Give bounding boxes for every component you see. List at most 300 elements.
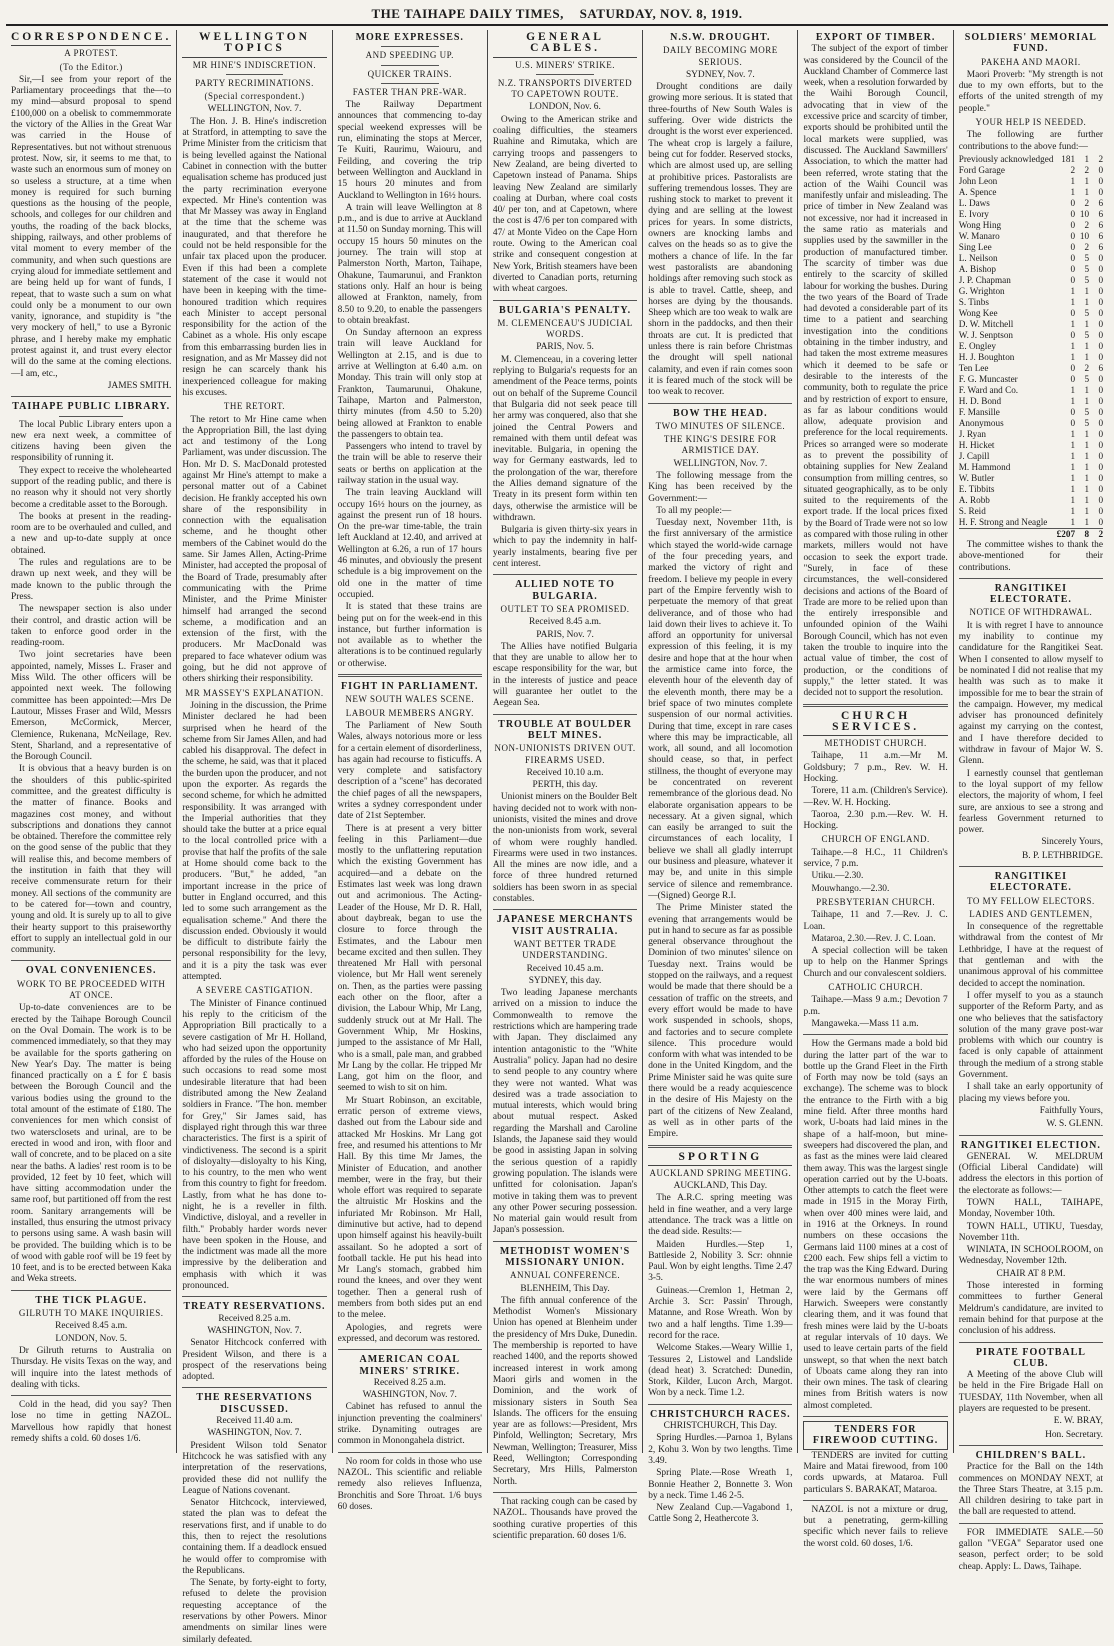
divider [803, 1416, 947, 1417]
fund-row [959, 319, 1103, 330]
paragraph: Practice for the Ball on the 14th commences on MONDAY NEXT, at the Three Stars Theatre, at 3.15 p.m. All children desiring to take part in the ball are requested to attend. [958, 1462, 1104, 1518]
church-name: CATHOLIC CHURCH. [828, 982, 923, 993]
fund-amount: 5 [1084, 406, 1090, 417]
fund-donor: Ten Lee [958, 362, 989, 373]
paragraph: Guineas.—Cremlon 1, Hetman 2, Archie 3. Scr: Passin' Through, Matanne, and Rose Wreath. Won by two and a half lengths. Time 1.39—record for the race. [648, 1285, 793, 1341]
paragraph: Bulgaria is given thirty-six years in which to pay the indemnity in half-yearly instalments, bearing five per cent interest. [492, 525, 638, 570]
fund-amount: 1 [1084, 439, 1090, 450]
fund-row [959, 330, 1103, 341]
fund-amount: 0 [1070, 263, 1076, 274]
fund-donor: J. Ryan [958, 428, 986, 439]
headline: ALLIED NOTE TO BULGARIA. [515, 579, 615, 602]
fund-amount: 181 [1061, 153, 1076, 164]
fund-row [959, 275, 1103, 286]
headline: CORRESPONDENCE. [11, 32, 171, 46]
fund-amount: 0 [1098, 307, 1104, 318]
paragraph: TOWN HALL, TAIHAPE, Monday, November 10th. [958, 1198, 1104, 1220]
signature: B. P. LETHBRIDGE. [1022, 850, 1104, 861]
subheading: WANT BETTER TRADE UNDERSTANDING. [513, 938, 617, 961]
fund-donor: John Leon [958, 175, 998, 186]
divider [493, 909, 637, 910]
subheading: PARTY RECRIMINATIONS. [195, 77, 314, 88]
fund-row [959, 286, 1103, 297]
fund-donor: Wong Kee [958, 307, 998, 318]
received-line: Received 10.10 a.m. [526, 767, 604, 778]
subheading: TO MY FELLOW ELECTORS. [967, 895, 1095, 906]
paragraph: Sir,—I see from your report of the Parliamentary proceedings that the—to my mind—absurd proposal to spend £100,000 on a obelisk to commemmorate the victory of the Allies in the Great War was carried in the House of Representatives. but not without strenuous protest. Now, sir, it seems to me that, to waste such an enormous sum of money on so useless a structure, at a time when money is required for such burning questions as the housing of the people, schools, and colleges for our children and youths, the roading of the back blocks, shipping, railways, and other problems of vital moment to every member of the community, and when such questions are crying aloud for immediate settlement and are being held up for want of funds, I repeat, that to waste such a sum on what could only be a monument to our own vanity, ignorance, and stupidity is "the very mockery of hell," to use a Byronic phrase, and I hereby make my emphatic protest against it, and trust every elector will do the same at the coming elections.—I am, etc., [11, 74, 172, 379]
paragraph: Joining in the discussion, the Prime Minister declared he had been surprised when he heard of the scheme from Sir James Allen, and had cabled his disapproval. The defect in the scheme, he said, was that it placed the burden upon the producer, and not upon the exporter. As regards the second scheme, for which he admitted responsibility. It was arranged with the Imperial authorities that they should take the butter at a price equal to the local controlled price with a provise that half the profits of the sale at Home should come back to the producers. "But," he added, "an important increase in the price of butter in England occurred, and this led to some such arrangement as the equalisation scheme." And there the discussion ended. Obviously it would be difficult to distribute fairly the personal responsibility for the levy, and it is a pity the task was ever attempted. [182, 700, 327, 983]
fund-donor: A. Robb [958, 494, 990, 505]
fund-amount: 5 [1084, 263, 1090, 274]
paragraph: Tuesday next, November 11th, is the first anniversary of the armistice which stayed the world-wide carnage of the four preceding years, and marked the victory of right and freedom. I believe my people in every part of the Empire fervently wish to perpetuate the memory of that great deliverance, and of those who had laid down their lives to achieve it. To afford an opportunity for universal expression of this feeling, it is my desire and hope that at the hour when the armistice came into force, the eleventh hour of the eleventh day of the eleventh month, there may be a brief space of two minutes complete suspension of our normal activities. During that time, except in rare cases where this may be impracticable, all work, all sound, and all locomotion should cease, so that, in perfect stillness, the thought of everyone may be concentrated on reverent remembrance of the glorious dead. No elaborate organisation appears to be necessary. At a given signal, which can easily be arranged to suit the circumstances of each locality, I believe we shall all gladly interrupt our business and pleasure, whatever it may be, and unite in this simple service of silence and remembrance.—(Signed) George R.I. [648, 518, 793, 901]
paragraph: It is with regret I have to announce my inability to continue my candidature for the Rangitikei Seat. When I consented to allow myself to be nominated I did not realise that my health was such as to make it impossible for me to bear the strain of the campaign. However, my medical adviser has pronounced definitely against my carrying on the contest, and I have therefore decided to withdraw in favour of Major W. S. Glenn. [958, 620, 1104, 767]
subheading: AUCKLAND SPRING MEETING. [649, 1167, 792, 1178]
fund-row [959, 407, 1103, 418]
fund-row [959, 451, 1103, 462]
column-7 [953, 30, 1108, 1572]
fund-donor: D. W. Mitchell [958, 318, 1014, 329]
divider [11, 1395, 171, 1396]
church-entry: Mouwhango.—2.30. [811, 883, 890, 894]
subheading: NON-UNIONISTS DRIVEN OUT. FIREARMS USED. [494, 743, 636, 765]
fund-amount: 6 [1098, 208, 1104, 219]
fund-amount: 0 [1070, 406, 1076, 417]
paragraph: It is obvious that a heavy burden is on the shoulders of this public-spirited committee, and the greatest difficulty is the matter of finance. Books and magazines cost money, and without subscriptions and donations they cannot be obtained. Therefore the committee rely on the good sense of the public that they will realise this, and become members of the institution in faith that they will receive commensurate return for their money. All sections of the community are to be catered for—town and country, young and old. It is surely up to all to give their hearty support to this praiseworthy effort to supply an intellectual gold in our community. [11, 764, 172, 956]
fund-amount: 6 [1098, 241, 1104, 252]
paragraph: The newspaper section is also under their control, and drastic action will be taken to enforce good order in the reading-room. [11, 604, 172, 649]
fund-amount: 0 [1098, 296, 1104, 307]
fund-donor: H. D. Bond [958, 395, 1002, 406]
fund-amount: 0 [1098, 340, 1104, 351]
dateline: PERTH, this day. [532, 780, 598, 791]
divider [493, 300, 637, 301]
paragraph: The train leaving Auckland will occupy 16½ hours on the journey, as against the present run of 18 hours. On the pre-war time-table, the train left Auckland at 12.40, and arrived at Wellington at 6.26, a run of 17 hours 46 minutes, and obviously the present schedule is a big improvement on the old one in the matter of time occupied. [337, 488, 482, 600]
fund-amount: 1 [1070, 505, 1076, 516]
paragraph: Two leading Japanese merchants arrived on a mission to induce the Commonwealth to remove the restrictions which are hampering trade with Japan. They disclaimed any intention antagonistic to the "White Australia" policy. Japan had no desire to send people to any country where they were not wanted. What was desired was a trade association to mutual interests, which would bring about mutual respect. Asked regarding the Marshall and Caroline Islands, the Japanese said they would be good in assisting Japan in solving the serious question of a rapidly growing population. The islands were unfitted for colonisation. Japan's motive in taking them was to prevent any other Power securing possession. No material gain would result from Japan's possession. [492, 988, 638, 1236]
signature: Hon. Secretary. [1045, 1429, 1104, 1440]
fund-amount: 0 [1098, 252, 1104, 263]
column-2 [176, 30, 331, 1645]
fund-amount: 2 [1084, 241, 1090, 252]
divider [648, 403, 792, 404]
headline: CHILDREN'S BALL. [975, 1449, 1087, 1461]
paragraph: Two joint secretaries have been appointed, namely, Misses L. Fraser and Miss Wild. The other officers will be appointed next week. The following committee has been appointed:—Mrs De Lautour, Misses Fraser and Wild, Messrs Emerson, McCormick, Mercer, Clemience, Rukenana, McNeilage, Rev. Stent, Sharland, and a representative of the Borough Council. [11, 650, 172, 763]
paragraph: Up-to-date conveniences are to be erected by the Taihape Borough Council on the Oval Domain. The work is to be commenced immediately, so that they may be available for the sports gathering on New Year's Day. The matter is being financed practically on a £ for £ basis between the Borough Council and the various bodies using the ground to the total amount of the estimate of £180. The conveniences for men which consist of two watersclosets and urinal, are to be erected in wood and iron, with floor and wall of concrete, and to be placed on a site near the baths. A ladies' rest room is to be provided, 12 feet by 10 feet, which will have sitting accommodation under the same roof, but partitioned off from the rest room. Sanitary arrangements will be installed, thus ensuring the utmost privacy to persons using same. A wash basin will be provided. The building which is to be of wood with gable roof will be 19 feet by 10 feet, and is to be erected between Kaka and Weka streets. [11, 1003, 172, 1285]
fund-amount: 1 [1070, 494, 1076, 505]
fund-row [959, 484, 1103, 495]
fund-row [959, 374, 1103, 385]
headline: N.S.W. DROUGHT. [670, 32, 771, 43]
divider [182, 1387, 326, 1388]
fund-amount: 0 [1070, 219, 1076, 230]
headline: TROUBLE AT BOULDER BELT MINES. [498, 718, 632, 741]
fund-donor: A. Spence [958, 186, 997, 197]
fund-row [959, 385, 1103, 396]
fund-donor: H. Hicket [958, 439, 995, 450]
dateline: LONDON, Nov. 5. [55, 1333, 127, 1344]
paragraph: The Minister of Finance continued his reply to the criticism of the Appropriation Bill practically to a severe castigation of Mr H. Holland, who had seized upon the opportunity afforded by the rules of the House on such occasions to read some most undesirable literature that had been distributed among the New Zealand soldiers in France. "The hon. member for Grey," Sir James said, has displayed right through this war three characteristics. The first is a spirit of vindictiveness. The second is a spirit of disloyalty—disloyalty to his King, to his country, to the men who went from this country to fight for freedom. Lastly, from what he has done to-night, he is a reveller in filth. Vindictive, disloyal, and a reveller in filth." Probably harder words never have been spoken in the House, and the indictment was made all the more impressive by the deliberation and emphasis with which it was pronounced. [182, 998, 327, 1292]
subheading: THE KING'S DESIRE FOR ARMISTICE DAY. [663, 434, 777, 456]
fund-amount: 1 [1084, 296, 1090, 307]
fund-amount: 2 [1084, 362, 1090, 373]
fund-row [959, 396, 1103, 407]
fund-amount: 1 [1070, 516, 1076, 527]
subheading: (Special correspondent.) [204, 91, 305, 102]
subheading: A SEVERE CASTIGATION. [196, 985, 313, 996]
divider [338, 1349, 482, 1350]
subheading: OUTLET TO SEA PROMISED. [500, 603, 630, 614]
divider [959, 1445, 1103, 1446]
fund-amount: 0 [1098, 494, 1104, 505]
column-1 [6, 30, 176, 1453]
fund-amount: 1 [1084, 494, 1090, 505]
fund-amount: 1 [1084, 461, 1090, 472]
subheading: ANNUAL CONFERENCE. [509, 1270, 621, 1281]
headline: GENERAL CABLES. [493, 32, 637, 58]
church-entry: Mataroa, 2.30.—Rev. J. C. Loan. [811, 933, 936, 944]
headline: AMERICAN COAL MINERS' STRIKE. [359, 1354, 461, 1377]
fund-amount: 5 [1084, 307, 1090, 318]
fund-amount: 2 [1084, 164, 1090, 175]
divider [959, 866, 1103, 867]
subheading: (To the Editor.) [59, 61, 123, 72]
paragraph: They expect to receive the wholehearted support of the reading public, and there is no reason why it should not very shortly become a creditable asset to the Borough. [11, 465, 172, 510]
fund-amount: 1 [1070, 450, 1076, 461]
paragraph: The following message from the King has been received by the Government:— [648, 470, 793, 504]
fund-amount: 1 [1070, 428, 1076, 439]
headline: WELLINGTON TOPICS [182, 32, 326, 58]
dateline: LONDON, Nov. 6. [529, 102, 601, 113]
fund-row [959, 495, 1103, 506]
fund-amount: 1 [1084, 186, 1090, 197]
received-line: Received 8.45 a.m. [528, 617, 602, 628]
fund-row [959, 308, 1103, 319]
paragraph: Unionist miners on the Boulder Belt having decided not to work with non-unionists, visited the mines and drove the non-unionists from work, several of whom were roughly handled. Firearms were used in two instances. All the mines are now idle, and a force of three hundred returned soldiers has been sworn in as special constables. [492, 792, 638, 905]
divider [648, 1404, 792, 1405]
column-3 [332, 30, 487, 1512]
paragraph: Senator Hitchcock, interviewed, stated the plan was to defeat the reservations first, and if unable to do this, then to reject the resolutions containing them. If a deadlock ensued he would offer to compromise with the Republicans. [182, 1498, 327, 1576]
dateline: BLENHEIM, This Day. [520, 1283, 610, 1294]
fund-amount: 0 [1098, 439, 1104, 450]
fund-donor: H. F. Strong and Neagle [958, 516, 1048, 527]
fund-row [959, 176, 1103, 187]
paragraph: Spring Plate.—Rose Wreath 1, Bonnie Heather 2, Bonnette 3. Won by a neck. Time 1.46 2-5. [648, 1468, 793, 1501]
subheading: M. CLEMENCEAU'S JUDICIAL WORDS. [497, 317, 633, 340]
dateline: SYDNEY, Nov. 7. [685, 69, 755, 80]
paragraph: New Zealand Cup.—Vagabond 1, Cattle Song 2, Heathercote 3. [648, 1503, 793, 1525]
dateline: PARIS, Nov. 7. [536, 629, 594, 640]
fund-amount: 1 [1084, 153, 1090, 164]
paragraph: Owing to the American strike and coaling difficulties, the steamers Ruahine and Rimutaka, which are carrying troops and passengers to New Zealand, are being diverted to Capetown instead of Panama. Ships leaving New Zealand are similarly coaling at Durban, where coal costs 40/ per ton, and at Capetown, where the cost is 47/6 per ton compared with 47/ at Monte Video on the Cape Horn route. Owing to the American coal strike and consequent congestion at New York, British steamers have been diverted to Canadian ports, returning with wheat cargoes. [492, 114, 638, 295]
fund-donor: J. P. Chapman [958, 274, 1011, 285]
dateline: CHRISTCHURCH, This Day. [663, 1421, 777, 1432]
paragraph: Those interested in forming committees to further General Meldrum's candidature, are invited to remain behind for that purpose at the conclusion of his address. [958, 1281, 1104, 1337]
paragraph: The Parliament of New South Wales, always notorious more or less for a certain element of disorderliness, has again had recourse to fisticuffs. A very complete and satisfactory description of a "scene" has decorated the chief pages of all the newspapers, writes a sydney correspondent under date of 21st September. [337, 720, 482, 822]
fund-amount: 0 [1070, 230, 1076, 241]
fund-amount: 2 [1070, 164, 1076, 175]
fund-donor: E. Tibbits [958, 483, 995, 494]
church-entry: Taoroa, 2.30 p.m.—Rev. W. H. Hocking. [803, 809, 948, 832]
paragraph: CHAIR AT 8 P.M. [996, 1268, 1066, 1279]
fund-amount: 0 [1098, 285, 1104, 296]
fund-amount: 0 [1070, 329, 1076, 340]
paragraph: The A.R.C. spring meeting was held in fine weather, and a very large attendance. The track was a little on the dead side. Results:— [648, 1193, 793, 1238]
fund-amount: 1 [1084, 516, 1090, 527]
divider [11, 960, 171, 961]
headline: JAPANESE MERCHANTS VISIT AUSTRALIA. [496, 914, 634, 937]
paragraph: Drought conditions are daily growing more serious. It is stated that three-fourths of New South Wales is suffering. Over wide districts the drought is the worst ever experienced. The wheat crop is largely a failure, being cut for fodder. Reserved stocks, which are almost used up, are selling at prohibitive prices. Pastoralists are suffering tremendous losses. They are rushing stock to market to prevent it dying and are selling at the lowest prices for years. In some districts, owners are knocking lambs and calves on the heads so as to give the mothers a chance of life. In the far west pastoralists are abandoning holdings after removing such stock as is able to travel. Cattle, sheep, and horses are dying by the thousands. Sheep which are too weak to walk are shorn in the paddocks, and then their throats are cut. It is predicted that unless there is rain before Christmas the drought will spell national calamity, and even if rain comes soon it is feared much of the stock will be too weak to recover. [648, 82, 793, 398]
fund-row [959, 506, 1103, 517]
subheading: TWO MINUTES OF SILENCE. [655, 420, 786, 431]
signature: E. W. BRAY, [1053, 1416, 1104, 1427]
paragraph: The subject of the export of timber was considered by the Council of the Auckland Chamber of Commerce last week, when a resolution forwarded by the Waihi Borough Council, advocating that in view of the excessive price and scarcity of timber, exports should be prohibited until the local markets were supplied, was discussed. The Auckland Sawmillers' Association, to which the matter had been referred, wrote stating that the action of the Waihi Council was manifestly unfair and misleading. The price of timber in New Zealand was not excessive, nor had it increased in the same ratio as materials and supplies used by the sawmiller in the production of manufactured timber. The scarcity of timber was due entirely to the scarcity of skilled labour for working the bushes. During the two years of the Board of Trade had devoted a considerable part of its time to a patient and searching investigation into the conditions obtaining in the timber industry, and had taken the most extreme measures which it deemed to be safe or desirable to the interests of the community, both to regulate the price and by restriction of export to ensure, as far as labour conditions would allow, adequate provision and preference for the local requirements. Prices so arranged were so moderate as to prevent the possibility of obtaining supplies for New Zealand consumption from milling centres, so situated geographically, as to be only suited to the requirements of the export trade. If the local prices fixed by the Board of Trade were not so low as compared with those ruling in other markets, millers would not have occasion to seek the export trade. "Surely, in face of these circumstances, the well-considered decisions and actions of the Board of Trade are more to be relied upon than the entirely irresponsible and unfounded opinion of the Waihi Borough Council, which has not even taken the trouble to inquire into the actual value of timber, the cost of production, or the conditions of supply," the letter stated. It was decided not to support the resolution. [803, 44, 948, 699]
paragraph: I earnestly counsel that gentleman to the loyal support of my fellow electors, the majority of whom, I feel sure, are anxious to see a strong and fearless Government returned to power. [958, 768, 1104, 836]
advertisement: NAZOL is not a mixture or drug, but a penetrating, germ-killing specific which never fails to relieve the worst cold. 60 doses, 1/6. [803, 1504, 948, 1549]
dateline: WELLINGTON, Nov. 7. [207, 104, 302, 115]
dateline: WELLINGTON, Nov. 7. [673, 458, 768, 469]
fund-donor: G. Wrighton [958, 285, 1005, 296]
fund-row [959, 165, 1103, 176]
masthead-date: SATURDAY, NOV. 8, 1919. [579, 6, 743, 21]
headline: PIRATE FOOTBALL CLUB. [975, 1346, 1086, 1369]
fund-amount: 1 [1084, 505, 1090, 516]
fund-amount: 1 [1084, 340, 1090, 351]
dateline: AUCKLAND, This Day. [673, 1181, 768, 1192]
fund-amount: 1 [1070, 285, 1076, 296]
fund-donor: Anonymous [958, 417, 1004, 428]
signature: W. S. GLENN. [1046, 1119, 1104, 1130]
divider [803, 1500, 947, 1501]
fund-amount: 0 [1098, 472, 1104, 483]
headline: BULGARIA'S PENALTY. [498, 304, 632, 316]
paragraph: Maiden Hurdles.—Step 1, Battleside 2, Nobility 3. Scr: ohnnie Paul. Won by eight lengths. Time 2.47 3-5. [648, 1239, 793, 1284]
fund-donor: W. Manaro [958, 230, 1000, 241]
fund-amount: 0 [1070, 307, 1076, 318]
received-line: Received 8.25 a.m. [373, 1377, 446, 1388]
subheading: PAKEHA AND MAORI. [981, 56, 1081, 67]
fund-amount: 1 [1084, 351, 1090, 362]
paragraph: President Wilson told Senator Hitchcock he was satisfied with any interpretation of the reservations, provided these did not nullify the League of Nations covenant. [182, 1440, 327, 1496]
church-entry: Mangaweka.—Mass 11 a.m. [811, 1018, 919, 1029]
fund-total-row: £207 8 2 [959, 528, 1103, 540]
fund-amount: 1 [1070, 186, 1076, 197]
advertisement: That racking cough can be cased by NAZOL. Thousands have proved the soothing curative properties of this scientific preparation. 60 doses 1/6. [492, 1496, 638, 1541]
subheading: WORK TO BE PROCEEDED WITH AT ONCE. [16, 978, 166, 1001]
fund-amount: 0 [1098, 395, 1104, 406]
subheading: N.Z. TRANSPORTS DIVERTED TO CAPETOWN ROUTE. [497, 77, 633, 100]
fund-row [959, 440, 1103, 451]
fund-amount: 0 [1098, 428, 1104, 439]
paragraph: M. Clemenceau, in a covering letter replying to Bulgaria's requests for an amendment of the Peace terms, points out on behalf of the Supreme Council that Bulgaria did not seek peace till her army was conquered, also that she joined the Central Powers and remained with them until defeat was inevitable. Bulgaria, in opening the way for Germany eastwards, led to the prolongation of the war, therefore the Allies demand signature of the Treaty in its present form within ten days, otherwise the armistice will be withdrawn. [492, 354, 638, 523]
fund-amount: 0 [1098, 505, 1104, 516]
fund-amount: 2 [1098, 153, 1104, 164]
fund-donor: J. Capill [958, 450, 990, 461]
fund-amount: 1 [1070, 384, 1076, 395]
fund-amount: 0 [1098, 329, 1104, 340]
fund-amount: 1 [1084, 472, 1090, 483]
headline: CHRISTCHURCH RACES. [649, 1408, 791, 1420]
subheading: NOTICE OF WITHDRAWAL. [969, 607, 1093, 618]
fund-donor: Previously acknowledged [958, 153, 1054, 164]
church-entry: Taihape, 11 and 7.—Rev. J. C. Loan. [803, 910, 948, 932]
paragraph: Passengers who intend to travel by the train will be able to reserve their seats or berths on application at the railway station in the usual way. [337, 442, 482, 486]
subheading: THE RETORT. [223, 401, 286, 412]
fund-amount: 1 [1084, 483, 1090, 494]
fund-amount: 0 [1098, 186, 1104, 197]
paragraph: The Railway Department announces that commencing to-day special weekend expresses will be run, eliminating the stops at Mercer, Te Kuiti, Raurimu, Waiouru, and Feilding, and covering the trip between Wellington and Auckland in 15 hours 20 minutes and from Auckland to Wellington in 16½ hours. [337, 100, 482, 201]
headline: THE RESERVATIONS DISCUSSED. [196, 1392, 313, 1415]
paragraph: Maori Proverb: "My strength is not due to my own efforts, but to the efforts of the united strength of my people." [958, 69, 1104, 114]
fund-row [959, 253, 1103, 264]
received-line: Received 8.25 a.m. [218, 1313, 291, 1324]
paragraph: The Hon. J. B. Hine's indiscretion at Stratford, in attempting to save the Prime Minister from the criticism that is being levelled against the National Cabinet in connection with the butter equalisation scheme has produced just the party recrimination everyone expected. Mr Hine's contention was that Mr Massey was away in England at the time that the scheme was inaugurated, and that therefore he could not be held responsible for the unfair tax placed upon the producer. Even if this had been a complete statement of the case it would not have been in keeping with the time-honoured tradition which requires each Minister to accept personal responsibility for the action of the Cabinet as a whole. His only escape from this embarrassing burden lies in resignation, and as Mr Massey did not resign he can scarcely thank his inexperienced colleague for making his excuses. [182, 116, 327, 398]
masthead [6, 4, 1108, 26]
fund-row [959, 429, 1103, 440]
fund-row [959, 517, 1103, 529]
dateline: PARIS, Nov. 5. [536, 342, 594, 353]
paragraph: The following are further contributions to the above fund:— [958, 130, 1104, 152]
fund-amount: 5 [1084, 274, 1090, 285]
paragraph: The fifth annual conference of the Methodist Women's Missionary Union has opened at Blenheim under the presidency of Mrs Duke, Dunedin. The membership is reported to have reached 1400, and the reports showed increased interest in work among Maori girls and women in the Dominion, and the work of missionary sisters in South Sea Islands. The officers for the ensuing year are as follows:—President, Mrs Pinfold, Wellington; Secretary, Mrs Newman, Wellington; Treasurer, Miss Reed, Wellington; Corresponding Secretary, Mrs Hills, Palmerston North. [492, 1295, 638, 1487]
fund-donor: W. Butler [958, 472, 995, 483]
fund-donor: L. Daws [958, 197, 990, 208]
headline: BOW THE HEAD. [673, 407, 768, 419]
fund-amount: 1 [1084, 175, 1090, 186]
subheading: MR HINE'S INDISCRETION. [192, 59, 317, 70]
paragraph: Dr Gilruth returns to Australia on Thursday. He visits Texas on the way, and will inquire into the latest methods of dealing with ticks. [11, 1345, 172, 1390]
headline: TAIHAPE PUBLIC LIBRARY. [12, 401, 171, 413]
fund-amount: 0 [1070, 208, 1076, 219]
fund-donor: W. J. Senptson [958, 329, 1014, 340]
fund-donor: L. Neilson [958, 252, 998, 263]
fund-donor: Sing Lee [958, 241, 992, 252]
column-6 [797, 30, 952, 1549]
church-entry: A special collection will be taken up to help on the Hanmer Springs Church and our convalescent soldiers. [803, 946, 948, 979]
received-line: Received 10.45 a.m. [526, 963, 604, 974]
church-entry: Taihape.—8 H.C., 11 Children's service, 7 p.m. [803, 847, 948, 870]
fund-amount: 0 [1098, 406, 1104, 417]
fund-donor: A. Bishop [958, 263, 997, 274]
divider [648, 1145, 792, 1148]
divider [338, 1452, 482, 1453]
fund-donor: F. Ward and Co. [958, 384, 1019, 395]
fund-amount: 0 [1070, 274, 1076, 285]
headline: RANGITIKEI ELECTION. [960, 1139, 1101, 1151]
fund-row [959, 363, 1103, 374]
paragraph: To all my people:— [656, 505, 732, 516]
paragraph: The Allies have notified Bulgaria that they are unable to allow her to escape responsibility for the war, but in the interests of justice and peace will guarantee her outlet to the Aegean Sea. [492, 641, 638, 709]
divider [493, 714, 637, 715]
subheading: LADIES AND GENTLEMEN, [969, 908, 1093, 919]
fund-donor: H. J. Boughton [958, 351, 1015, 362]
paragraph: Spring Hurdles.—Parnoa 1, Bylans 2, Kohu 3. Won by two lengths. Time 3.49. [648, 1433, 793, 1466]
divider [493, 1492, 637, 1493]
paragraph: The Prime Minister stated the evening that arrangements would be put in hand to secure as far as possible general observance throughout the Dominion of two minutes' silence on Tuesday next. Trains would be stopped on the railways, and a request would be made that there should be a cessation of traffic on the streets, and every effort would be made to have work suspended in schools, shops, and factories and to secure complete silence. This procedure would conform with what was intended to be done in the United Kingdom, and the Prime Minister said he was quite sure there would be a ready acquiescence in the desire of His Majesty on the part of the citizens of New Zealand, as well as in other parts of the Empire. [648, 903, 793, 1140]
fund-amount: 1 [1084, 384, 1090, 395]
fund-amount: 1 [1070, 472, 1076, 483]
divider [338, 674, 482, 677]
fund-donor: Ford Garage [958, 164, 1005, 175]
fund-amount: 1 [1084, 450, 1090, 461]
dateline: WASHINGTON, Nov. 7. [207, 1325, 302, 1336]
paragraph: Cabinet has refused to annul the injunction preventing the coalminers' strike. Dynamiting outrages are common in Monongahela district. [337, 1402, 482, 1447]
divider [493, 1241, 637, 1242]
divider [959, 1135, 1103, 1136]
divider [803, 704, 947, 707]
divider [11, 1290, 171, 1291]
fund-row [959, 297, 1103, 308]
fund-amount: 1 [1070, 175, 1076, 186]
headline: CHURCH SERVICES. [803, 711, 947, 737]
headline: FIGHT IN PARLIAMENT. [341, 681, 479, 693]
fund-amount: 0 [1070, 252, 1076, 263]
headline: MORE EXPRESSES. [355, 32, 464, 43]
dateline: SYDNEY, this day. [528, 975, 602, 986]
fund-amount: 6 [1098, 219, 1104, 230]
divider [381, 46, 439, 47]
fund-amount: 0 [1098, 384, 1104, 395]
fund-amount: 1 [1070, 340, 1076, 351]
fund-amount: 0 [1098, 373, 1104, 384]
fund-row [959, 198, 1103, 209]
paragraph: Mr Stuart Robinson, an excitable, erratic person of extreme views, dashed out from the Labour side and attacked Mr Hoskins. Mr Lang got free, and resumed his attentions to Mr Hall. By this time Mr James, the Minister of Education, and another member, were in the fray, but their whole effort was required to separate the altruistic Mr Hoskins and the infuriated Mr Robinson. Mr Hall, diminutive but active, had to depend upon himself against his heavily-built assailant. So he adopted a sort of football tackle. He put his head into Mr Lang's stomach, grabbed him round the knees, and over they went together. Then a general rush of members from both sides put an end to the melee. [337, 1095, 482, 1321]
headline: RANGITIKEI ELECTORATE. [989, 870, 1072, 894]
fund-amount: 0 [1098, 516, 1104, 527]
divider [11, 396, 171, 397]
column-4 [487, 30, 642, 1541]
fund-amount: 1 [1070, 351, 1076, 362]
fund-row [959, 473, 1103, 484]
fund-amount: 0 [1070, 417, 1076, 428]
signature: Sincerely Yours, [1041, 837, 1104, 848]
fund-amount: 5 [1084, 329, 1090, 340]
divider [536, 74, 594, 75]
church-name: CHURCH OF ENGLAND. [821, 834, 930, 845]
fund-row [959, 462, 1103, 473]
fund-row [959, 220, 1103, 231]
fund-amount: 10 [1079, 230, 1090, 241]
subheading: U.S. MINERS' STRIKE. [515, 59, 615, 70]
church-name: PRESBYTERIAN CHURCH. [816, 896, 936, 907]
fund-donor: E. Ivory [958, 208, 989, 219]
headline: METHODIST WOMEN'S MISSIONARY UNION. [499, 1245, 631, 1268]
paragraph: I shall take an early opportunity of placing my views before you. [958, 1082, 1104, 1104]
fund-amount: 1 [1070, 395, 1076, 406]
paragraph: TENDERS are invited for cutting Maire and Matai firewood, from 100 cords upwards, at Mataroa. Full particulars S. BARAKAT, Mataroa. [803, 1450, 948, 1495]
signature: JAMES SMITH. [107, 380, 172, 391]
fund-amount: 0 [1070, 241, 1076, 252]
advertisement: No room for colds in those who use NAZOL. This scientific and reliable remedy also relieves Influenza, Bronchitis and Sore Throat. 1/6 buys 60 doses. [337, 1456, 482, 1512]
fund-amount: 1 [1084, 395, 1090, 406]
received-line: Received 8.45 a.m. [55, 1321, 128, 1332]
divider [493, 574, 637, 575]
fund-amount: 1 [1084, 318, 1090, 329]
fund-row [959, 187, 1103, 198]
church-entry: Utiku.—2.30. [811, 871, 864, 882]
fund-amount: 1 [1070, 439, 1076, 450]
fund-amount: 5 [1084, 252, 1090, 263]
fund-donor: M. Hammond [958, 461, 1011, 472]
paragraph: The local Public Library enters upon a new era next week, a committee of citizens having been given the responsibility of running it. [11, 419, 172, 464]
fund-donor: S. Tinbs [958, 296, 989, 307]
divider [59, 416, 123, 417]
church-name: METHODIST CHURCH. [824, 738, 927, 749]
subheading: QUICKER TRAINS. [367, 68, 452, 79]
dateline: WASHINGTON, Nov. 7. [207, 1428, 302, 1439]
fund-amount: 2 [1084, 197, 1090, 208]
fund-row [959, 154, 1103, 165]
subheading: FASTER THAN PRE-WAR. [352, 86, 467, 97]
